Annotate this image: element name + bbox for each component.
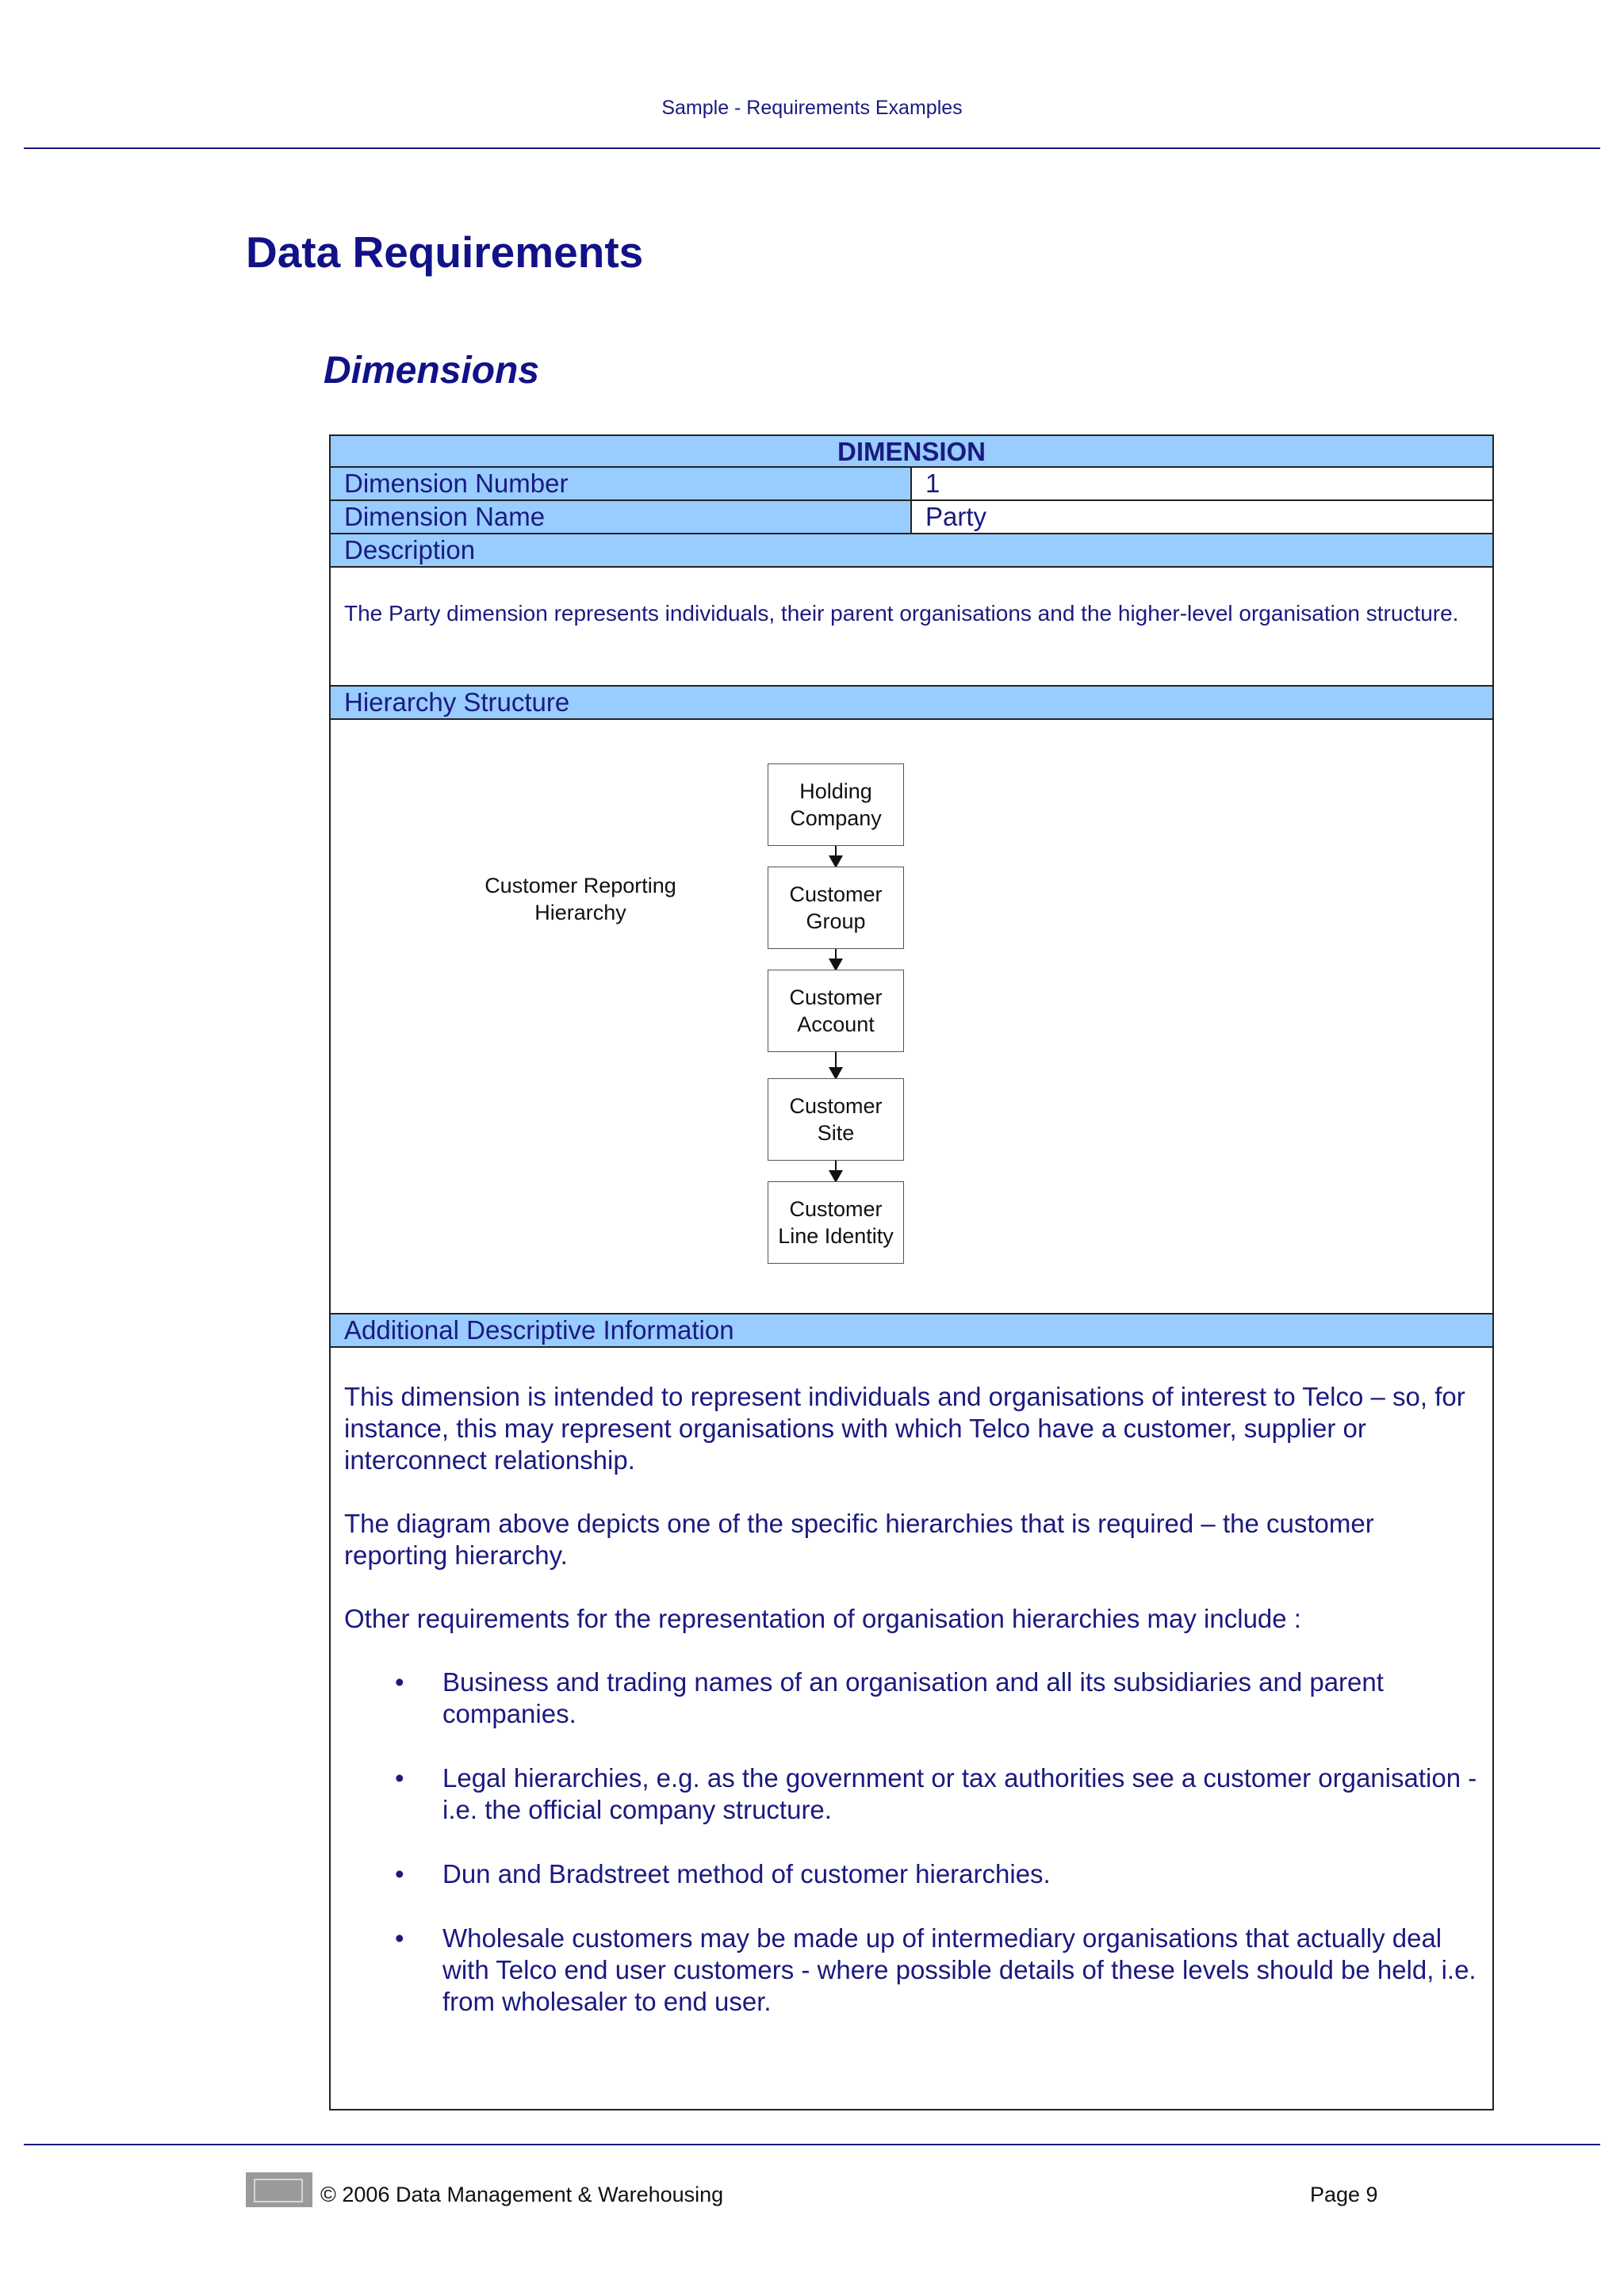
footer-rule xyxy=(24,2144,1600,2145)
list-item-text: Wholesale customers may be made up of intermediary organisations that actually deal with Telco end user customers - where possible details of these levels should be held, i.e. from wholesaler to end user. xyxy=(442,1923,1477,2016)
hierarchy-box-customer-group: Customer Group xyxy=(768,867,904,949)
section-heading: Data Requirements xyxy=(246,228,644,277)
description-label: Description xyxy=(331,534,1492,568)
info-paragraph: Other requirements for the representation of organisation hierarchies may include : xyxy=(344,1604,1301,1633)
description-text: The Party dimension represents individuals, their parent organisations and the higher-level organisation structure. xyxy=(331,568,1492,687)
company-logo-icon xyxy=(246,2172,312,2207)
dimension-number-value: 1 xyxy=(912,468,1492,499)
info-paragraph: This dimension is intended to represent individuals and organisations of interest to Telco – so, for instance, this may represent organisations with which Telco have a customer, supplier or interconnect relationship. xyxy=(344,1382,1465,1475)
list-item xyxy=(344,1762,1479,1826)
info-paragraph: The diagram above depicts one of the specific hierarchies that is required – the customer reporting hierarchy. xyxy=(344,1509,1374,1570)
hierarchy-label: Hierarchy Structure xyxy=(331,687,1492,720)
hierarchy-box-customer-site: Customer Site xyxy=(768,1078,904,1161)
footer-copyright: © 2006 Data Management & Warehousing xyxy=(320,2183,724,2206)
list-item-text: Dun and Bradstreet method of customer hierarchies. xyxy=(442,1859,1051,1888)
list-item-text: Business and trading names of an organisation and all its subsidiaries and parent companies. xyxy=(442,1667,1384,1728)
hierarchy-arrow xyxy=(835,846,837,867)
dimension-number-label: Dimension Number xyxy=(331,468,912,499)
list-item xyxy=(344,1923,1479,2018)
dimension-number-row xyxy=(331,468,1492,501)
hierarchy-diagram xyxy=(331,720,1492,1314)
page-number: Page 9 xyxy=(1310,2183,1378,2206)
list-item-text: Legal hierarchies, e.g. as the government or tax authorities see a customer organisation - i.e. the official company structure. xyxy=(442,1763,1477,1824)
subsection-heading: Dimensions xyxy=(324,350,540,392)
additional-info-label: Additional Descriptive Information xyxy=(331,1314,1492,1348)
dimension-table xyxy=(329,434,1494,2110)
dimension-name-row xyxy=(331,501,1492,534)
header-rule xyxy=(24,147,1600,149)
additional-info-body xyxy=(331,1348,1492,2109)
hierarchy-arrow xyxy=(835,1052,837,1078)
dimension-name-value: Party xyxy=(912,501,1492,533)
hierarchy-arrow xyxy=(835,949,837,970)
hierarchy-box-customer-account: Customer Account xyxy=(768,970,904,1052)
list-item xyxy=(344,1858,1479,1890)
bullet-icon: • xyxy=(395,1667,404,1697)
bullet-icon: • xyxy=(395,1763,404,1793)
requirements-list xyxy=(344,1667,1479,2018)
list-item xyxy=(344,1667,1479,1730)
dimension-name-label: Dimension Name xyxy=(331,501,912,533)
page-header: Sample - Requirements Examples xyxy=(661,97,963,119)
table-title: DIMENSION xyxy=(331,436,1492,468)
bullet-icon: • xyxy=(395,1859,404,1888)
hierarchy-box-customer-line-identity: Customer Line Identity xyxy=(768,1181,904,1264)
hierarchy-arrow xyxy=(835,1161,837,1181)
hierarchy-side-label: Customer Reporting Hierarchy xyxy=(485,874,676,924)
bullet-icon: • xyxy=(395,1923,404,1953)
hierarchy-box-holding-company: Holding Company xyxy=(768,763,904,846)
